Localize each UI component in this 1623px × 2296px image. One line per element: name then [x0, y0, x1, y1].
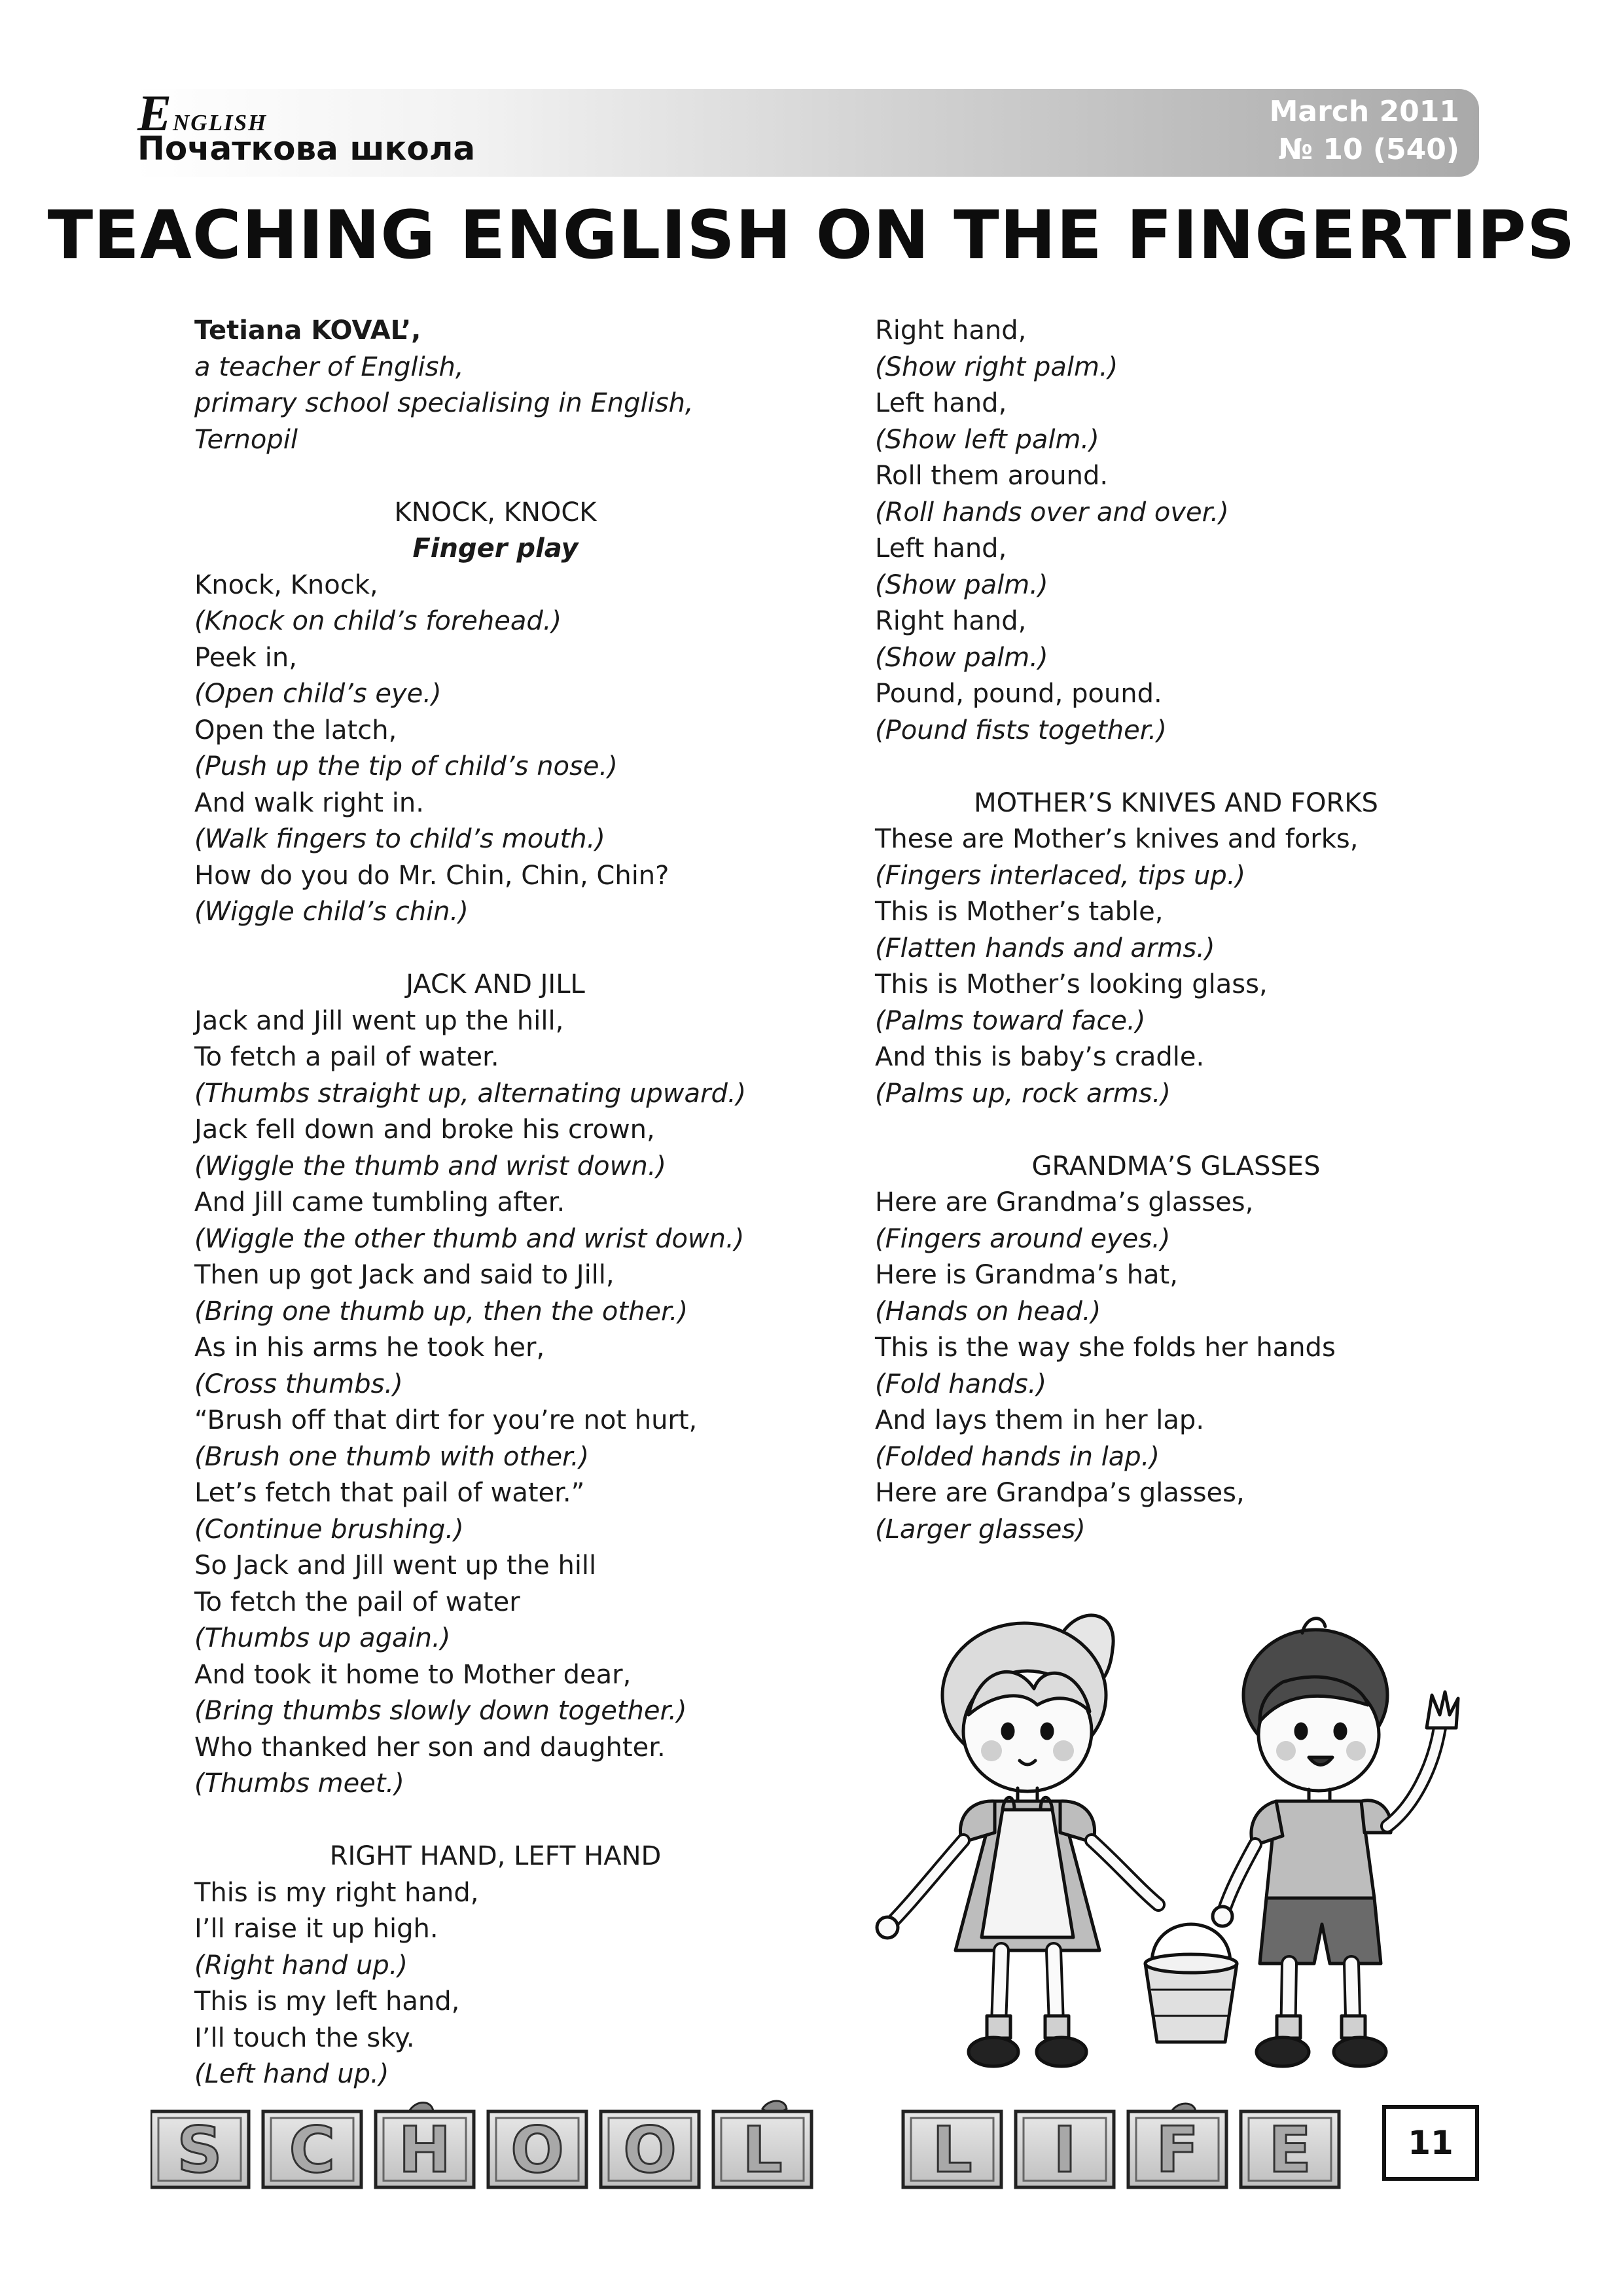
- poem-instruction: (Folded hands in lap.): [875, 1441, 1160, 1472]
- poem-line: I’ll raise it up high.: [194, 1914, 438, 1944]
- spacer: [875, 749, 1477, 785]
- poem-heading-grandma: GRANDMA’S GLASSES: [1031, 1151, 1321, 1181]
- poem-line: This is the way she folds her hands: [875, 1333, 1336, 1363]
- poem-line: Right hand,: [875, 606, 1027, 636]
- poem-line: And Jill came tumbling after.: [194, 1187, 565, 1217]
- poem-line: And took it home to Mother dear,: [194, 1659, 632, 1690]
- letter-block: [488, 2111, 586, 2187]
- poem-instruction: (Show left palm.): [875, 424, 1099, 455]
- issue-number: № 10 (540): [1278, 133, 1459, 166]
- poem-instruction: (Show right palm.): [875, 351, 1118, 382]
- poem-instruction: (Larger glasses): [875, 1514, 1086, 1545]
- letter-block: [1128, 2111, 1226, 2187]
- poem-line: This is my right hand,: [194, 1877, 479, 1908]
- poem-line: Jack and Jill went up the hill,: [194, 1005, 564, 1036]
- poem-instruction: (Show palm.): [875, 642, 1048, 673]
- letter-block: [376, 2111, 474, 2187]
- poem-instruction: (Fold hands.): [875, 1369, 1047, 1399]
- boy-figure: [1213, 1619, 1458, 2066]
- poem-instruction: (Flatten hands and arms.): [875, 933, 1215, 963]
- poem-line: As in his arms he took her,: [194, 1333, 545, 1363]
- poem-instruction: (Right hand up.): [194, 1950, 408, 1981]
- poem-line: Here are Grandpa’s glasses,: [875, 1478, 1245, 1508]
- letter-block: [1241, 2111, 1339, 2187]
- poem-line: Then up got Jack and said to Jill,: [194, 1260, 615, 1290]
- letter-block: [263, 2111, 361, 2187]
- poem-line: This is Mother’s looking glass,: [875, 969, 1268, 999]
- poem-line: This is Mother’s table,: [875, 897, 1164, 927]
- block-letter: I: [1053, 2113, 1077, 2187]
- poem-line: Roll them around.: [875, 461, 1109, 491]
- poem-line: And this is baby’s cradle.: [875, 1042, 1205, 1072]
- poem-instruction: (Hands on head.): [875, 1296, 1101, 1327]
- poem-instruction: (Walk fingers to child’s mouth.): [194, 824, 605, 854]
- poem-heading-right-hand: RIGHT HAND, LEFT HAND: [329, 1841, 662, 1871]
- children-illustration: [864, 1597, 1492, 2108]
- poem-instruction: (Show palm.): [875, 569, 1048, 600]
- poem-line: And lays them in her lap.: [875, 1405, 1205, 1435]
- poem-instruction: (Knock on child’s forehead.): [194, 606, 562, 636]
- school-life-blocks: [151, 2100, 1368, 2191]
- poem-instruction: (Fingers around eyes.): [875, 1223, 1171, 1254]
- poem-line: Left hand,: [875, 533, 1007, 564]
- poem-line: I’ll touch the sky.: [194, 2022, 415, 2053]
- poem-line: Peek in,: [194, 642, 297, 673]
- block-letter: O: [623, 2113, 677, 2187]
- letter-block: [903, 2111, 1001, 2187]
- left-column: [194, 313, 796, 2093]
- spacer: [875, 1112, 1477, 1149]
- letter-block: [601, 2111, 699, 2187]
- logo-initial: E: [137, 84, 173, 141]
- poem-instruction: (Wiggle the other thumb and wrist down.): [194, 1223, 745, 1254]
- author-school: primary school specialising in English,: [194, 388, 694, 418]
- letter-block: [713, 2111, 812, 2187]
- poem-instruction: (Left hand up.): [194, 2059, 389, 2089]
- page-number: 11: [1382, 2105, 1479, 2181]
- block-group: [151, 2111, 1339, 2187]
- poem-line: Who thanked her son and daughter.: [194, 1732, 666, 1763]
- poem-line: Knock, Knock,: [194, 569, 378, 600]
- poem-line: How do you do Mr. Chin, Chin, Chin?: [194, 860, 669, 891]
- block-letter: S: [177, 2113, 223, 2187]
- spacer: [194, 458, 796, 495]
- right-column: [875, 313, 1477, 1548]
- poem-line: This is my left hand,: [194, 1986, 460, 2017]
- letter-block: [151, 2111, 249, 2187]
- poem-instruction: (Thumbs straight up, alternating upward.): [194, 1078, 747, 1109]
- block-letter: O: [510, 2113, 564, 2187]
- poem-instruction: (Thumbs up again.): [194, 1623, 451, 1653]
- poem-line: Open the latch,: [194, 715, 397, 745]
- girl-figure: [877, 1615, 1158, 2066]
- poem-instruction: (Continue brushing.): [194, 1514, 464, 1545]
- poem-line: Right hand,: [875, 315, 1027, 346]
- poem-line: And walk right in.: [194, 787, 424, 818]
- poem-line: So Jack and Jill went up the hill: [194, 1551, 597, 1581]
- magazine-subtitle: Початкова школа: [137, 130, 476, 168]
- block-letter: E: [1268, 2113, 1311, 2187]
- poem-instruction: (Wiggle the thumb and wrist down.): [194, 1151, 667, 1181]
- poem-instruction: (Palms toward face.): [875, 1005, 1146, 1036]
- author-city: Ternopil: [194, 424, 298, 455]
- block-letter: L: [932, 2113, 972, 2187]
- article-title: TEACHING ENGLISH ON THE FINGERTIPS: [47, 196, 1576, 274]
- author-role: a teacher of English,: [194, 351, 464, 382]
- poem-line: To fetch a pail of water.: [194, 1042, 499, 1072]
- letter-block: [1016, 2111, 1114, 2187]
- poem-instruction: (Fingers interlaced, tips up.): [875, 860, 1246, 891]
- author-name: Tetiana KOVAL’,: [194, 315, 421, 346]
- poem-line: Left hand,: [875, 388, 1007, 418]
- poem-instruction: (Pound fists together.): [875, 715, 1167, 745]
- poem-instruction: (Push up the tip of child’s nose.): [194, 751, 618, 781]
- poem-line: Pound, pound, pound.: [875, 679, 1162, 709]
- block-letter: L: [742, 2113, 783, 2187]
- poem-instruction: (Cross thumbs.): [194, 1369, 403, 1399]
- bucket: [1145, 1924, 1237, 2042]
- spacer: [194, 931, 796, 967]
- poem-instruction: (Open child’s eye.): [194, 679, 442, 709]
- poem-line: Let’s fetch that pail of water.”: [194, 1478, 585, 1508]
- issue-info: [1270, 93, 1459, 169]
- poem-instruction: (Thumbs meet.): [194, 1768, 404, 1799]
- poem-line: These are Mother’s knives and forks,: [875, 824, 1359, 854]
- poem-heading-mother: MOTHER’S KNIVES AND FORKS: [974, 787, 1378, 818]
- poem-line: To fetch the pail of water: [194, 1587, 520, 1617]
- poem-instruction: (Roll hands over and over.): [875, 497, 1229, 528]
- block-letter: F: [1156, 2113, 1199, 2187]
- spacer: [194, 1803, 796, 1839]
- poem-line: Here is Grandma’s hat,: [875, 1260, 1178, 1290]
- issue-date: March 2011: [1269, 95, 1459, 128]
- poem-heading-jack: JACK AND JILL: [406, 969, 585, 999]
- poem-line: Jack fell down and broke his crown,: [194, 1115, 655, 1145]
- poem-heading-knock: KNOCK, KNOCK: [394, 497, 597, 528]
- poem-instruction: (Bring one thumb up, then the other.): [194, 1296, 688, 1327]
- poem-line: “Brush off that dirt for you’re not hurt,: [194, 1405, 698, 1435]
- poem-line: Here are Grandma’s glasses,: [875, 1187, 1254, 1217]
- block-letter: C: [289, 2113, 336, 2187]
- poem-subheading: Finger play: [412, 533, 579, 564]
- poem-instruction: (Wiggle child’s chin.): [194, 897, 469, 927]
- poem-instruction: (Brush one thumb with other.): [194, 1441, 590, 1472]
- block-letter: H: [398, 2113, 452, 2187]
- logo-rest: nglish: [173, 101, 268, 137]
- poem-instruction: (Palms up, rock arms.): [875, 1078, 1171, 1109]
- poem-instruction: (Bring thumbs slowly down together.): [194, 1696, 687, 1726]
